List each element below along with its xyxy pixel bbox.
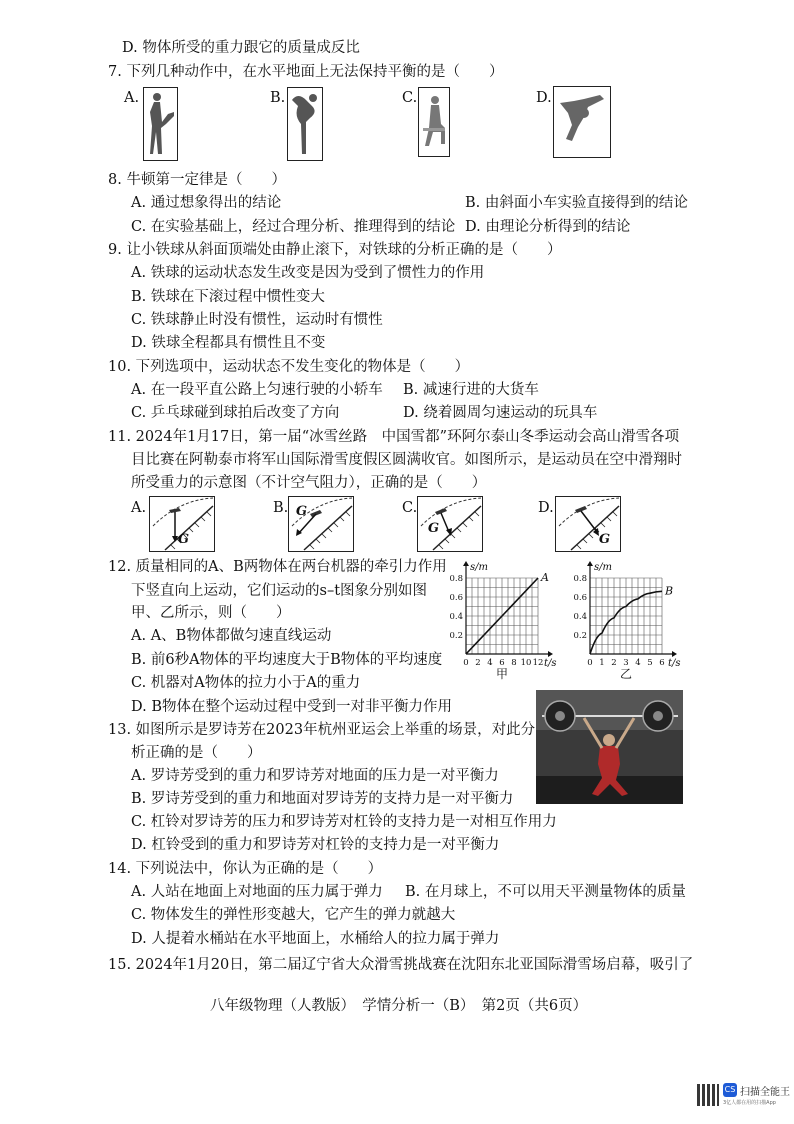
- q11-force-label-d: G: [599, 532, 611, 547]
- q10-option-b: B. 减速行进的大货车: [403, 382, 539, 398]
- q9-option-c: C. 铁球静止时没有惯性，运动时有惯性: [131, 312, 383, 328]
- q11-label-b: B.: [273, 500, 289, 516]
- page-footer: 八年级物理（人教版） 学情分析一（B） 第2页（共6页）: [210, 998, 588, 1014]
- q11-line-3: 所受重力的示意图（不计空气阻力），正确的是（ ）: [131, 475, 487, 491]
- q8-option-d: D. 由理论分析得到的结论: [465, 219, 631, 235]
- scanner-subtitle: 3亿人都在用的扫描App: [723, 1100, 776, 1106]
- q8-option-a: A. 通过想象得出的结论: [131, 195, 282, 211]
- x-axis-label: t/s: [668, 658, 681, 669]
- q14-option-b: B. 在月球上，不可以用天平测量物体的质量: [405, 884, 686, 900]
- q7-label-c: C.: [402, 90, 418, 106]
- scanner-brand: 扫描全能王: [740, 1087, 790, 1098]
- q14-stem: 14. 下列说法中，你认为正确的是（ ）: [108, 861, 383, 877]
- x-tick-label: 6: [499, 658, 505, 668]
- q8-option-c: C. 在实验基础上，经过合理分析、推理得到的结论: [131, 219, 456, 235]
- scanner-logo-icon: CS: [723, 1083, 737, 1097]
- chart-jia: [448, 558, 560, 682]
- q12-line-2: 下竖直向上运动，它们运动的s–t图象分别如图: [131, 583, 428, 599]
- y-axis-arrow: [463, 561, 469, 566]
- q12-option-c: C. 机器对A物体的拉力小于A的重力: [131, 675, 361, 691]
- y-axis-label: s/m: [594, 562, 612, 573]
- y-tick-label: 0.4: [573, 612, 587, 622]
- q14-option-a: A. 人站在地面上对地面的压力属于弹力: [131, 884, 383, 900]
- q7-stem: 7. 下列几种动作中，在水平地面上无法保持平衡的是（ ）: [108, 64, 504, 80]
- y-tick-label: 0.4: [449, 612, 463, 622]
- x-tick-label: 0: [587, 658, 593, 668]
- q13-line-2: 析正确的是（ ）: [131, 745, 262, 761]
- q13-option-a: A. 罗诗芳受到的重力和罗诗芳对地面的压力是一对平衡力: [131, 768, 499, 784]
- q12-option-b: B. 前6秒A物体的平均速度大于B物体的平均速度: [131, 652, 443, 668]
- x-axis-arrow: [672, 651, 677, 657]
- q13-option-d: D. 杠铃受到的重力和罗诗芳对杠铃的支持力是一对平衡力: [131, 837, 500, 853]
- series-label-A: A: [541, 571, 549, 584]
- q13-option-b: B. 罗诗芳受到的重力和地面对罗诗芳的支持力是一对平衡力: [131, 791, 514, 807]
- q7-figure-b: [287, 87, 323, 161]
- x-tick-label: 0: [463, 658, 469, 668]
- y-tick-label: 0.6: [449, 593, 463, 603]
- q11-line-1: 11. 2024年1月17日，第一届“冰雪丝路 中国雪都”环阿尔泰山冬季运动会高山滑雪各项: [108, 429, 680, 445]
- q9-stem: 9. 让小铁球从斜面顶端处由静止滚下，对铁球的分析正确的是（ ）: [108, 242, 562, 258]
- q11-figure-d: [555, 496, 621, 556]
- q12-line-3: 甲、乙所示，则（ ）: [131, 605, 291, 621]
- x-tick-label: 6: [659, 658, 665, 668]
- q10-option-c: C. 乒乓球碰到球拍后改变了方向: [131, 405, 340, 421]
- chart-title: 乙: [619, 667, 633, 681]
- q9-option-d: D. 铁球全程都具有惯性且不变: [131, 335, 326, 351]
- q10-stem: 10. 下列选项中，运动状态不发生变化的物体是（ ）: [108, 359, 470, 375]
- chart-yi: [566, 558, 690, 682]
- q11-figure-c: [417, 496, 483, 556]
- x-tick-label: 12: [532, 658, 544, 668]
- q11-force-label-a: G: [178, 532, 190, 547]
- q10-option-a: A. 在一段平直公路上匀速行驶的小轿车: [131, 382, 383, 398]
- qr-code-icon: [697, 1084, 719, 1106]
- q11-force-label-b: G: [296, 504, 308, 519]
- q8-option-b: B. 由斜面小车实验直接得到的结论: [465, 195, 688, 211]
- x-axis-label: t/s: [544, 658, 557, 669]
- q9-option-a: A. 铁球的运动状态发生改变是因为受到了惯性力的作用: [131, 265, 485, 281]
- q6-option-d: D. 物体所受的重力跟它的质量成反比: [122, 40, 360, 56]
- y-tick-label: 0.2: [449, 631, 463, 641]
- y-tick-label: 0.8: [449, 574, 463, 584]
- x-tick-label: 1: [599, 658, 605, 668]
- q11-label-c: C.: [402, 500, 418, 516]
- x-axis-arrow: [548, 651, 553, 657]
- q13-option-c: C. 杠铃对罗诗芳的压力和罗诗芳对杠铃的支持力是一对相互作用力: [131, 814, 557, 830]
- x-tick-label: 4: [635, 658, 641, 668]
- y-axis-label: s/m: [470, 562, 488, 573]
- q9-option-b: B. 铁球在下滚过程中惯性变大: [131, 289, 325, 305]
- q11-line-2: 目比赛在阿勒泰市将军山国际滑雪度假区圆满收官。如图所示，是运动员在空中滑翔时: [131, 452, 682, 468]
- q14-option-d: D. 人提着水桶站在水平地面上，水桶给人的拉力属于弹力: [131, 931, 500, 947]
- q8-stem: 8. 牛顿第一定律是（ ）: [108, 172, 286, 188]
- q7-figure-c: [418, 87, 450, 157]
- y-axis-arrow: [587, 561, 593, 566]
- x-tick-label: 2: [475, 658, 481, 668]
- q15-stem: 15. 2024年1月20日，第二届辽宁省大众滑雪挑战赛在沈阳东北亚国际滑雪场启幕，吸引了: [108, 957, 694, 973]
- q14-option-c: C. 物体发生的弹性形变越大，它产生的弹力就越大: [131, 907, 456, 923]
- x-tick-label: 8: [511, 658, 517, 668]
- q7-label-d: D.: [536, 90, 552, 106]
- chart-title: 甲: [495, 667, 509, 681]
- q11-label-a: A.: [131, 500, 147, 516]
- q12-line-1: 12. 质量相同的A、B两物体在两台机器的牵引力作用: [108, 559, 447, 575]
- q13-line-1: 13. 如图所示是罗诗芳在2023年杭州亚运会上举重的场景，对此分: [108, 722, 536, 738]
- q11-force-label-c: G: [428, 521, 440, 536]
- q7-figure-a: [143, 87, 178, 161]
- q10-option-d: D. 绕着圆周匀速运动的玩具车: [403, 405, 598, 421]
- y-tick-label: 0.2: [573, 631, 587, 641]
- series-label-B: B: [665, 584, 674, 598]
- x-tick-label: 2: [611, 658, 617, 668]
- q7-figure-d: [553, 86, 611, 158]
- y-tick-label: 0.6: [573, 593, 587, 603]
- y-tick-label: 0.8: [573, 574, 587, 584]
- q12-option-d: D. B物体在整个运动过程中受到一对非平衡力作用: [131, 699, 452, 715]
- x-tick-label: 5: [647, 658, 653, 668]
- q12-option-a: A. A、B物体都做匀速直线运动: [131, 628, 332, 644]
- x-tick-label: 4: [487, 658, 493, 668]
- x-tick-label: 3: [623, 658, 629, 668]
- q11-label-d: D.: [538, 500, 554, 516]
- x-tick-label: 10: [520, 658, 532, 668]
- q7-label-b: B.: [270, 90, 286, 106]
- q7-label-a: A.: [124, 90, 140, 106]
- weightlifting-photo: [536, 690, 683, 804]
